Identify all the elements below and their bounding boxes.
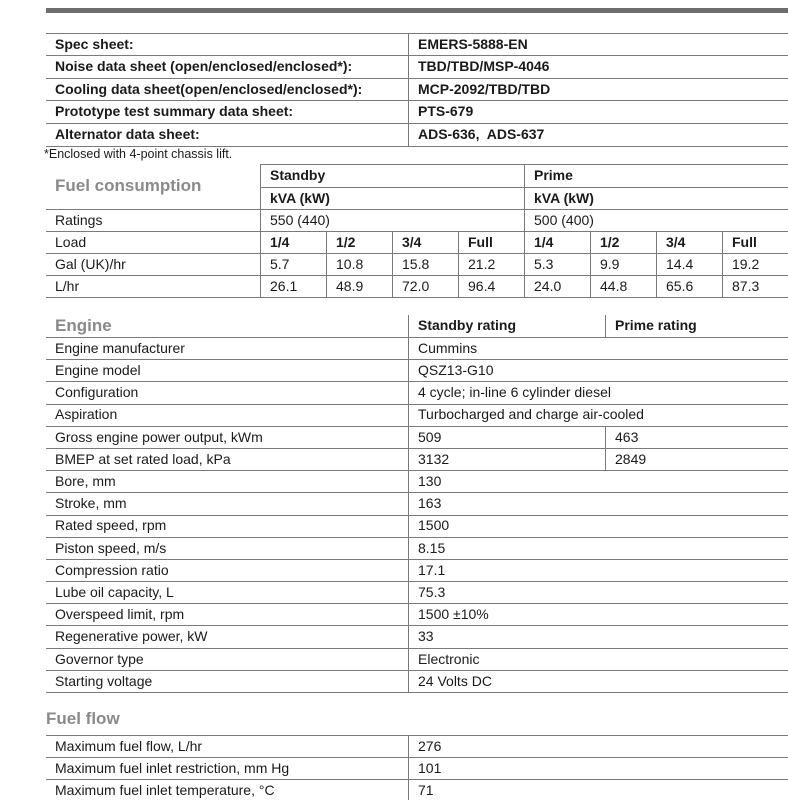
fc-value: 21.2 — [458, 253, 524, 275]
engine-row-value: 1500 ±10% — [408, 603, 788, 625]
engine-row-value: 130 — [408, 470, 788, 492]
engine-row-value: Electronic — [408, 648, 788, 670]
standby-rating: 550 (440) — [260, 209, 524, 231]
engine-row-value: 17.1 — [408, 559, 788, 581]
load-header: 1/4 — [524, 231, 590, 253]
engine-prime-value: 463 — [605, 426, 788, 448]
fuel-flow-row-value: 101 — [408, 757, 788, 779]
fc-value: 14.4 — [656, 253, 722, 275]
engine-row-value: 1500 — [408, 515, 788, 537]
engine-row-value: 24 Volts DC — [408, 670, 788, 692]
engine-row-value: 75.3 — [408, 581, 788, 603]
engine-row-value: 163 — [408, 492, 788, 514]
spec-row-label: Spec sheet: — [46, 34, 408, 56]
engine-row-value: 8.15 — [408, 537, 788, 559]
fc-value: 26.1 — [260, 275, 326, 297]
spec-row-label: Cooling data sheet(open/enclosed/enclosed*): — [46, 79, 408, 101]
engine-title: Engine — [55, 315, 112, 335]
engine-row-label: Governor type — [46, 648, 408, 670]
engine-row-value: Cummins — [408, 337, 788, 359]
engine-row-label: Engine manufacturer — [46, 337, 408, 359]
fc-value: 96.4 — [458, 275, 524, 297]
load-header: 3/4 — [656, 231, 722, 253]
spec-row-value: PTS-679 — [408, 101, 788, 123]
spec-row-value: MCP-2092/TBD/TBD — [408, 79, 788, 101]
prime-rating: 500 (400) — [524, 209, 788, 231]
load-header: Full — [458, 231, 524, 253]
engine-row-value: 4 cycle; in-line 6 cylinder diesel — [408, 381, 788, 403]
fc-value: 5.3 — [524, 253, 590, 275]
engine-standby-value: 3132 — [408, 448, 605, 470]
load-header: 1/2 — [590, 231, 656, 253]
ratings-label: Ratings — [46, 209, 260, 231]
engine-row-value: 33 — [408, 625, 788, 647]
fc-value: 48.9 — [326, 275, 392, 297]
prime-unit: kVA (kW) — [524, 187, 788, 209]
spec-reference-table — [46, 33, 788, 147]
fc-value: 5.7 — [260, 253, 326, 275]
engine-row-value: Turbocharged and charge air-cooled — [408, 404, 788, 426]
fuel-flow-row-label: Maximum fuel flow, L/hr — [46, 735, 408, 757]
engine-row-label: Piston speed, m/s — [46, 537, 408, 559]
engine-row-label: Bore, mm — [46, 470, 408, 492]
engine-row-value: QSZ13-G10 — [408, 359, 788, 381]
standby-header: Standby — [260, 164, 524, 187]
fuel-flow-row-label: Maximum fuel inlet restriction, mm Hg — [46, 757, 408, 779]
engine-row-label: Starting voltage — [46, 670, 408, 692]
fc-value: 87.3 — [722, 275, 788, 297]
top-accent-bar — [46, 8, 788, 13]
fc-value: 65.6 — [656, 275, 722, 297]
engine-standby-value: 509 — [408, 426, 605, 448]
fuel-flow-table — [46, 735, 788, 800]
fc-value: 15.8 — [392, 253, 458, 275]
spec-row-label: Prototype test summary data sheet: — [46, 101, 408, 123]
load-header: 1/2 — [326, 231, 392, 253]
spec-row-value: EMERS-5888-EN — [408, 34, 788, 56]
engine-row-label: Regenerative power, kW — [46, 625, 408, 647]
engine-standby-header: Standby rating — [408, 315, 605, 337]
engine-row-label: Gross engine power output, kWm — [46, 426, 408, 448]
spec-row-value: TBD/TBD/MSP-4046 — [408, 56, 788, 78]
load-header: Full — [722, 231, 788, 253]
spec-row-value: ADS-636, ADS-637 — [408, 124, 788, 146]
fuel-flow-row-label: Maximum fuel inlet temperature, °C — [46, 779, 408, 800]
spec-row-label: Alternator data sheet: — [55, 126, 200, 143]
engine-row-label: Aspiration — [46, 404, 408, 426]
fc-value: 10.8 — [326, 253, 392, 275]
fc-value: 72.0 — [392, 275, 458, 297]
prime-header: Prime — [524, 164, 788, 187]
fc-value: 44.8 — [590, 275, 656, 297]
standby-unit: kVA (kW) — [260, 187, 524, 209]
engine-prime-value: 2849 — [605, 448, 788, 470]
load-header: 3/4 — [392, 231, 458, 253]
engine-row-label: Configuration — [46, 381, 408, 403]
fc-row-label: L/hr — [46, 275, 260, 297]
engine-row-label: Compression ratio — [46, 559, 408, 581]
engine-row-label: BMEP at set rated load, kPa — [46, 448, 408, 470]
load-label: Load — [46, 231, 260, 253]
fuel-flow-row-value: 276 — [408, 735, 788, 757]
engine-row-label: Lube oil capacity, L — [46, 581, 408, 603]
fuel-consumption-title: Fuel consumption — [55, 176, 202, 196]
fuel-flow-row-value: 71 — [408, 779, 788, 800]
fuel-flow-title: Fuel flow — [46, 709, 120, 728]
fc-value: 19.2 — [722, 253, 788, 275]
spec-row-label: Noise data sheet (open/enclosed/enclosed*): — [46, 56, 408, 78]
fuel-consumption-table — [46, 164, 788, 298]
engine-table — [46, 315, 788, 693]
load-header: 1/4 — [260, 231, 326, 253]
footnote: *Enclosed with 4-point chassis lift. — [44, 147, 233, 161]
fc-value: 24.0 — [524, 275, 590, 297]
engine-row-label: Stroke, mm — [46, 492, 408, 514]
engine-row-label: Rated speed, rpm — [46, 515, 408, 537]
fc-value: 9.9 — [590, 253, 656, 275]
engine-row-label: Engine model — [46, 359, 408, 381]
fc-row-label: Gal (UK)/hr — [46, 253, 260, 275]
engine-prime-header: Prime rating — [605, 315, 788, 337]
engine-row-label: Overspeed limit, rpm — [46, 603, 408, 625]
